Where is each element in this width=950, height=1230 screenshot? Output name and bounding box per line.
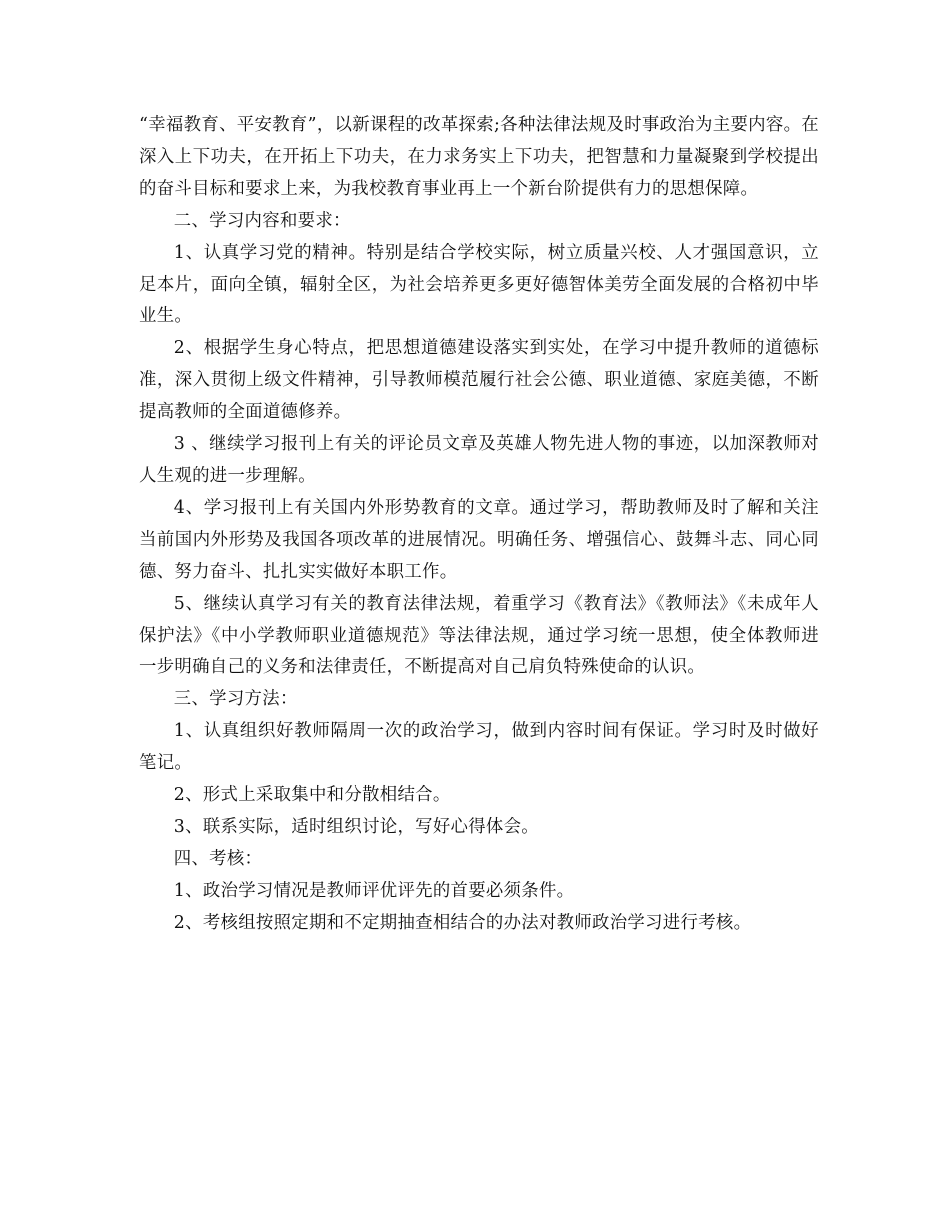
assessment-item-1: 1、政治学习情况是教师评优评先的首要必须条件。 (173, 880, 575, 901)
assessment-item-2: 2、考核组按照定期和不定期抽查相结合的办法对教师政治学习进行考核。 (173, 912, 752, 933)
section-heading-assessment: 四、考核： (173, 848, 263, 869)
section-heading-methods: 三、学习方法： (173, 689, 298, 710)
content-item-2: 2、根据学生身心特点，把思想道德建设落实到实处，在学习中提升教师的道德标准，深入贯彻上级文件精神，引导教师模范履行社会公德、职业道德、家庭美德，不断提高教师的全面道德修养。 (139, 338, 819, 423)
content-item-1: 1、认真学习党的精神。特别是结合学校实际，树立质量兴校、人才强国意识，立足本片，面向全镇，辐射全区，为社会培养更多更好德智体美劳全面发展的合格初中毕业生。 (139, 242, 819, 327)
method-item-1: 1、认真组织好教师隔周一次的政治学习，做到内容时间有保证。学习时及时做好笔记。 (139, 721, 819, 774)
method-item-2: 2、形式上采取集中和分散相结合。 (173, 785, 451, 806)
continuation-paragraph: “幸福教育、平安教育”，以新课程的改革探索;各种法律法规及时事政治为主要内容。在深入上下功夫，在开拓上下功夫，在力求务实上下功夫，把智慧和力量凝聚到学校提出的奋斗目标和要求上来，为我校教育事业再上一个新台阶提供有力的思想保障。 (139, 115, 819, 199)
content-item-4: 4、学习报刊上有关国内外形势教育的文章。通过学习，帮助教师及时了解和关注当前国内外形势及我国各项改革的进展情况。明确任务、增强信心、鼓舞斗志、同心同德、努力奋斗、扎扎实实做好本职工作。 (139, 497, 819, 582)
content-item-5: 5、继续认真学习有关的教育法律法规，着重学习《教育法》《教师法》《未成年人保护法》《中小学教师职业道德规范》等法律法规，通过学习统一思想，使全体教师进一步明确自己的义务和法律责任，不断提高对自己肩负特殊使命的认识。 (139, 593, 819, 678)
section-heading-content: 二、学习内容和要求： (173, 210, 351, 231)
document-body (139, 110, 819, 940)
content-item-3: 3 、继续学习报刊上有关的评论员文章及英雄人物先进人物的事迹，以加深教师对人生观的进一步理解。 (139, 434, 819, 486)
method-item-3: 3、联系实际，适时组织讨论，写好心得体会。 (173, 816, 539, 837)
